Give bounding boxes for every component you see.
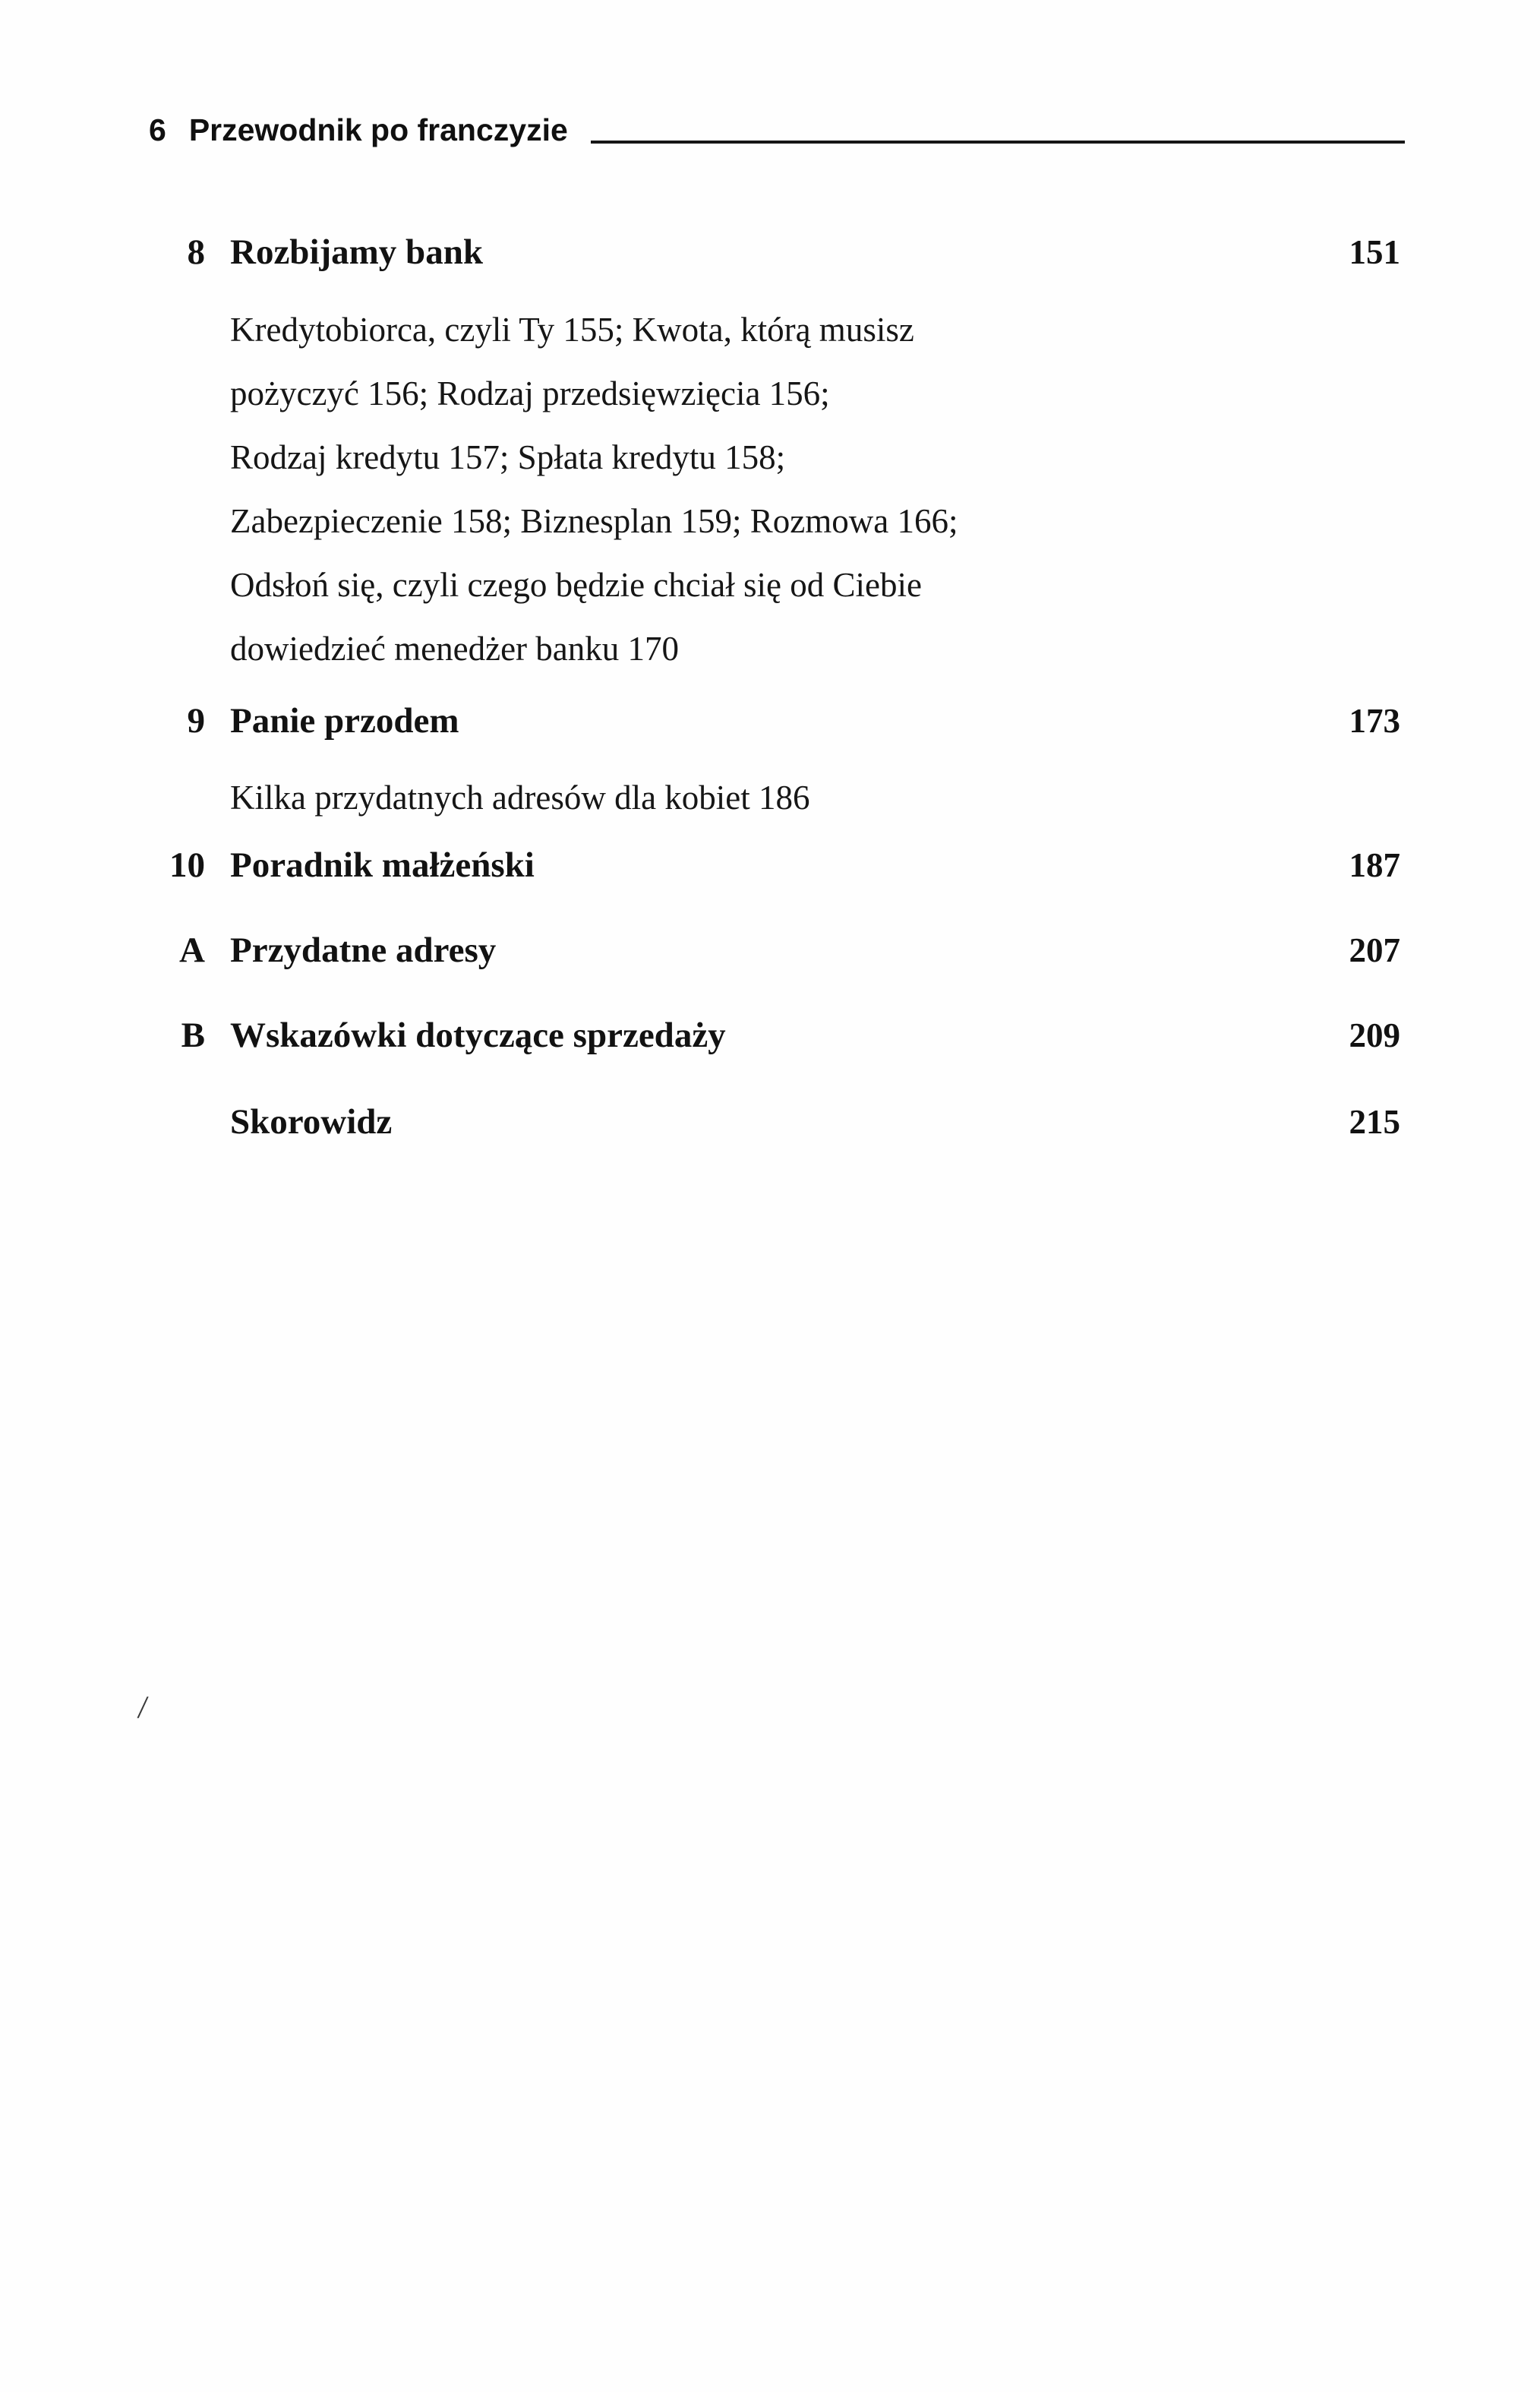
toc-entry-8-description — [230, 298, 1293, 681]
toc-entry-title: Wskazówki dotyczące sprzedaży — [230, 1016, 726, 1055]
toc-entry-title: Panie przodem — [230, 701, 459, 741]
toc-entry-title: Rozbijamy bank — [230, 232, 483, 272]
description-line: Kilka przydatnych adresów dla kobiet 186 — [230, 779, 810, 817]
scan-artifact-slash: / — [136, 1688, 150, 1727]
toc-entry-title: Skorowidz — [230, 1102, 393, 1142]
toc-entry-number: A — [179, 931, 205, 970]
header-rule — [591, 141, 1405, 144]
description-line: dowiedzieć menedżer banku 170 — [230, 630, 679, 668]
toc-entry-page: 207 — [1349, 931, 1400, 969]
toc-entry-page: 209 — [1349, 1016, 1400, 1054]
header-book-title: Przewodnik po franczyzie — [188, 112, 568, 147]
toc-entry-number: 10 — [169, 845, 205, 885]
toc-entry-8 — [144, 232, 1400, 273]
toc-entry-page: 151 — [1349, 233, 1400, 271]
toc-entry-index — [144, 1101, 1400, 1142]
toc-entry-appendix-a — [144, 930, 1400, 971]
description-line: Kredytobiorca, czyli Ty 155; Kwota, którą musisz — [230, 311, 914, 349]
running-header — [149, 112, 1405, 148]
description-line: pożyczyć 156; Rodzaj przedsięwzięcia 156; — [230, 374, 830, 412]
toc-entry-page: 215 — [1349, 1103, 1400, 1141]
toc-entry-page: 187 — [1349, 846, 1400, 884]
toc-entry-9-description — [230, 766, 1293, 829]
description-line: Odsłoń się, czyli czego będzie chciał się od Ciebie — [230, 566, 922, 604]
toc-entry-number: 9 — [187, 701, 205, 741]
toc-entry-appendix-b — [144, 1015, 1400, 1056]
toc-entry-title: Przydatne adresy — [230, 931, 497, 970]
description-line: Rodzaj kredytu 157; Spłata kredytu 158; — [230, 438, 786, 476]
toc-entry-page: 173 — [1349, 702, 1400, 740]
toc-entry-number: 8 — [187, 232, 205, 272]
toc-entry-number: B — [181, 1016, 205, 1055]
toc-entry-title: Poradnik małżeński — [230, 845, 535, 885]
header-page-number: 6 — [149, 112, 166, 147]
description-line: Zabezpieczenie 158; Biznesplan 159; Rozmowa 166; — [230, 502, 958, 540]
toc-entry-10 — [144, 845, 1400, 886]
toc-entry-9 — [144, 700, 1400, 741]
